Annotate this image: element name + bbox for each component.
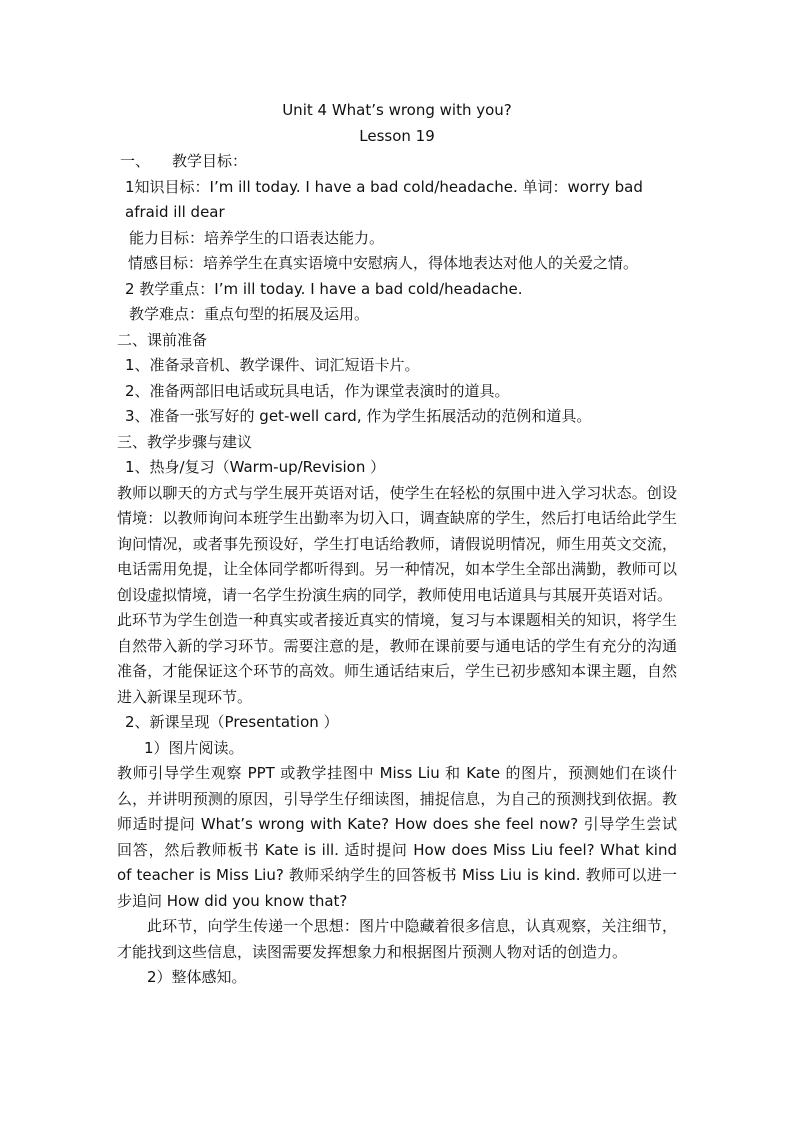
document-title: Unit 4 What’s wrong with you? <box>282 101 512 119</box>
step2-title: 2、新课呈现（Presentation ） <box>125 713 339 731</box>
section1-heading <box>117 149 677 175</box>
knowledge-goal-line1: 1知识目标：I’m ill today. I have a bad cold/headache. 单词：worry bad <box>125 177 643 196</box>
step1-paragraph-1: 教师以聊天的方式与学生展开英语对话，使学生在轻松的氛围中进入学习状态。创设情境：以教师询问本班学生出勤率为切入口，调查缺席的学生，然后打电话给此学生询问情况，或者事先预设好，学生打电话给教师，请假说明情况，师生用英文交流，电话需用免提，让全体同学都听得到。另一种情况，如本学生全部出满勤，教师可以创设虚拟情境，请一名学生扮演生病的同学，教师使用电话道具与其展开英语对话。 <box>117 483 677 604</box>
emotion-goal: 情感目标：培养学生在真实语境中安慰病人，得体地表达对他人的关爱之情。 <box>128 254 639 272</box>
document-page <box>117 98 677 991</box>
section3-heading: 三、教学步骤与建议 <box>117 432 253 451</box>
step1-title: 1、热身/复习（Warm-up/Revision ） <box>125 458 386 476</box>
sub1-title: 1）图片阅读。 <box>144 738 244 757</box>
knowledge-goal-line2: afraid ill dear <box>125 203 225 221</box>
prep-item-1: 1、准备录音机、教学课件、词汇短语卡片。 <box>125 356 420 374</box>
key-point: 2 教学重点：I’m ill today. I have a bad cold/headache. <box>125 279 523 298</box>
section1-heading-number: 一、 <box>120 152 151 170</box>
section2-heading: 二、课前准备 <box>117 330 208 349</box>
prep-item-2: 2、准备两部旧电话或玩具电话，作为课堂表演时的道具。 <box>125 381 510 400</box>
prep-item-3: 3、准备一张写好的 get-well card, 作为学生拓展活动的范例和道具。 <box>125 407 592 425</box>
ability-goal: 能力目标：培养学生的口语表达能力。 <box>129 228 385 247</box>
step1-paragraph-2: 此环节为学生创造一种真实或者接近真实的情境，复习与本课题相关的知识，将学生自然带入新的学习环节。需要注意的是，教师在课前要与通电话的学生有充分的沟通准备，才能保证这个环节的高效。师生通话结束后，学生已初步感知本课主题，自然进入新课呈现环节。 <box>117 611 677 706</box>
section1-heading-text: 教学目标： <box>172 152 248 170</box>
difficulty-point: 教学难点：重点句型的拓展及运用。 <box>129 305 370 323</box>
lesson-subtitle: Lesson 19 <box>359 126 435 145</box>
sub1-paragraph: 教师引导学生观察 PPT 或教学挂图中 Miss Liu 和 Kate 的图片，预测她们在谈什么，并讲明预测的原因，引导学生仔细读图，捕捉信息，为自己的预测找到依据。教师适时提问 What’s wrong with Kate? How does she feel now? 引导学生尝试回答，然后教师板书 Kate is ill. 适时提问 How does Miss Liu feel? What kind of teacher is Miss Liu? 教师采纳学生的回答板书 Miss Liu is kind. 教师可以进一步追问 How did you know that? <box>117 764 677 910</box>
sub2-title: 2）整体感知。 <box>147 968 247 986</box>
sub1-note: 此环节，向学生传递一个思想：图片中隐藏着很多信息，认真观察，关注细节，才能找到这些信息，读图需要发挥想象力和根据图片预测人物对话的创造力。 <box>117 917 677 961</box>
